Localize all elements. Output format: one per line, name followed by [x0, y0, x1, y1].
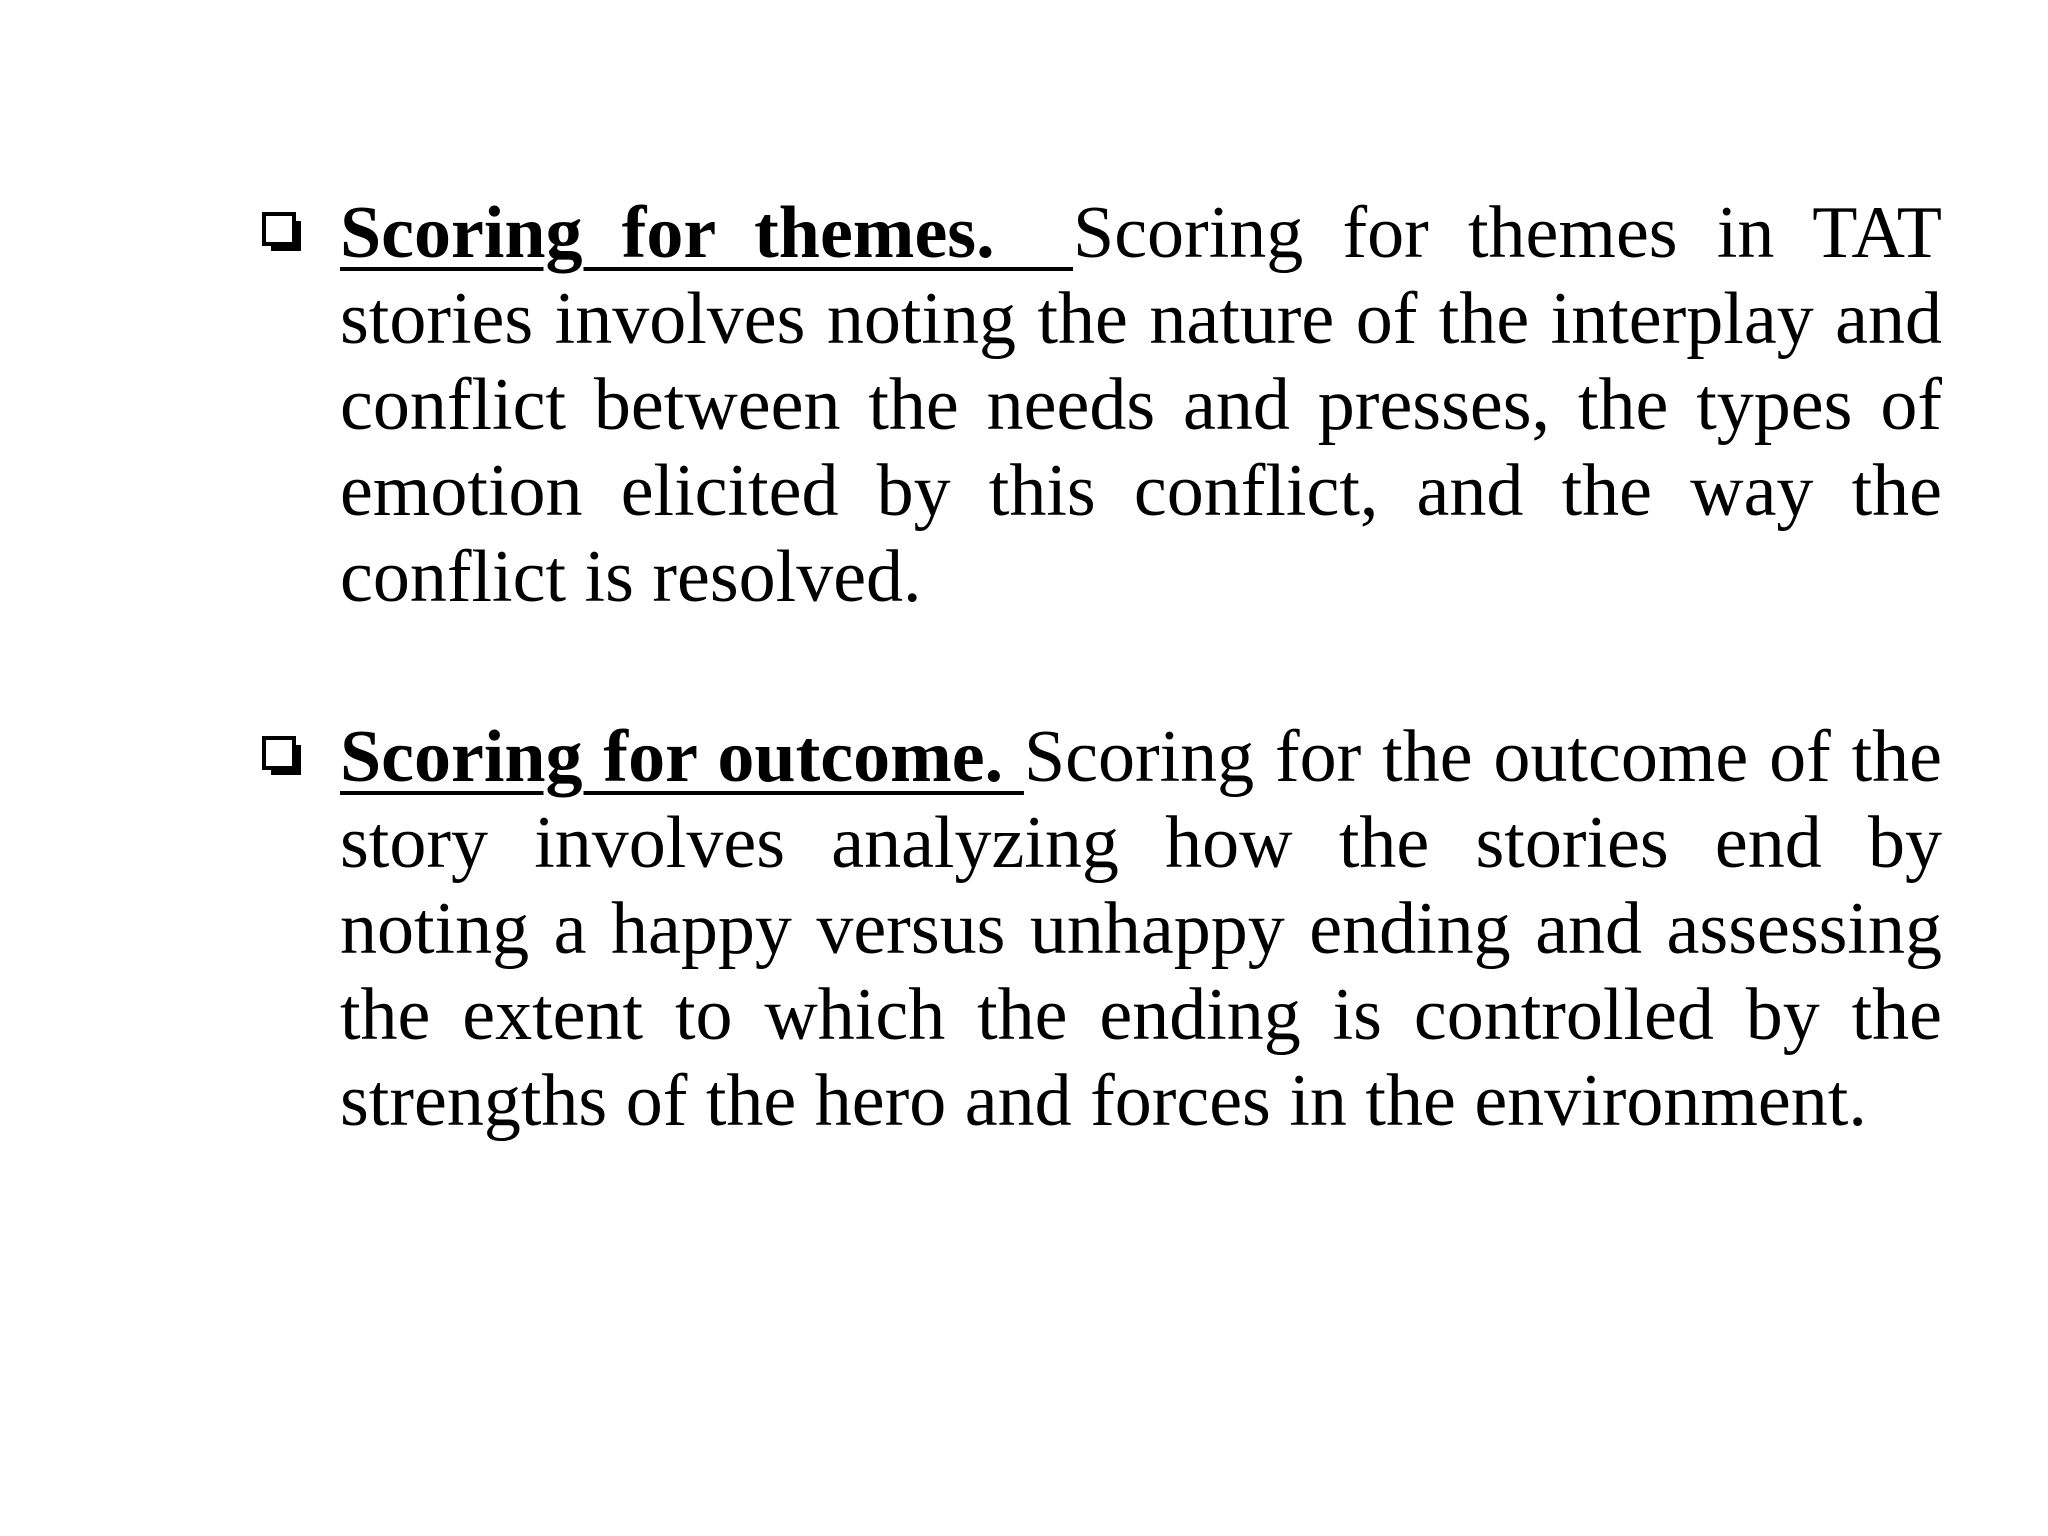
list-item-themes: [262, 190, 1942, 620]
item-heading: Scoring for outcome.: [340, 716, 1024, 798]
item-body: Scoring for themes in TAT stories involves noting the nature of the interplay and conflict between the needs and presses, the types of emotion elicited by this conflict, and the way the conflict is resolved.: [340, 192, 1942, 618]
item-heading: Scoring for themes.: [340, 192, 1074, 274]
item-body: Scoring for the outcome of the story involves analyzing how the stories end by noting a happy versus unhappy ending and assessing the extent to which the ending is controlled by the strengths of the hero and forces in the environment.: [340, 716, 1943, 1142]
hollow-square-bullet-icon: [262, 212, 303, 253]
hollow-square-bullet-icon: [262, 736, 303, 777]
list-item-outcome: [262, 714, 1942, 1144]
bullet-list: [262, 190, 1942, 1144]
